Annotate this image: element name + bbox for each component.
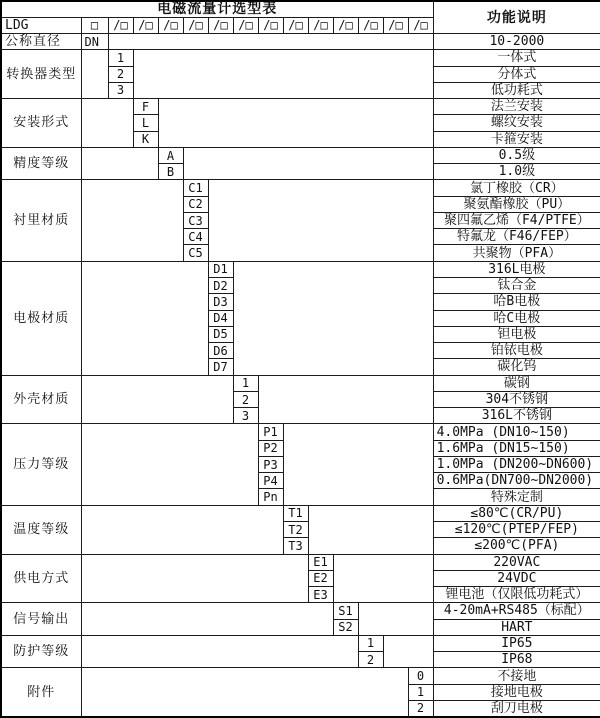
- empty-area: [81, 554, 308, 603]
- option-desc: 钽电极: [433, 326, 600, 342]
- model-code-box: /□: [258, 17, 283, 33]
- option-code: C1: [183, 180, 208, 196]
- option-code: DN: [81, 34, 108, 50]
- option-code: D3: [208, 294, 233, 310]
- option-code: 0: [408, 668, 433, 684]
- option-code: P3: [258, 456, 283, 472]
- option-desc: 1.0级: [433, 164, 600, 180]
- option-desc: 220VAC: [433, 554, 600, 570]
- option-desc: IP68: [433, 652, 600, 668]
- empty-area: [81, 505, 283, 554]
- option-code: 2: [233, 391, 258, 407]
- empty-area: [183, 147, 433, 180]
- option-code: C3: [183, 212, 208, 228]
- option-desc: 不接地: [433, 668, 600, 684]
- model-code-box: /□: [333, 17, 358, 33]
- option-code: K: [133, 131, 158, 147]
- option-code: 2: [358, 652, 383, 668]
- spec-row: [1, 505, 600, 521]
- option-desc: 刮刀电极: [433, 700, 600, 716]
- empty-area: [81, 180, 183, 261]
- empty-area: [81, 375, 233, 424]
- option-desc: 碳钢: [433, 375, 600, 391]
- empty-area: [283, 424, 433, 505]
- diameter-row: [1, 34, 600, 50]
- option-desc: ≤120℃(PTEP/FEP): [433, 522, 600, 538]
- spec-row: [1, 375, 600, 391]
- empty-area: [81, 261, 208, 375]
- empty-area: [81, 603, 333, 636]
- empty-area: [258, 375, 433, 424]
- empty-area: [233, 261, 433, 375]
- empty-area: [133, 50, 433, 99]
- option-code: 3: [108, 82, 133, 98]
- option-code: B: [158, 164, 183, 180]
- option-desc: 聚氨酯橡胶（PU）: [433, 196, 600, 212]
- section-label: 转换器类型: [1, 50, 81, 99]
- title-row: [1, 1, 600, 17]
- spec-row: [1, 668, 600, 684]
- empty-area: [158, 99, 433, 148]
- option-code: 1: [233, 375, 258, 391]
- section-label: 压力等级: [1, 424, 81, 505]
- option-desc: 0.5级: [433, 147, 600, 163]
- empty-area: [208, 180, 433, 261]
- option-desc: ≤200℃(PFA): [433, 538, 600, 554]
- option-code: T2: [283, 522, 308, 538]
- section-label: 附件: [1, 668, 81, 717]
- spec-row: [1, 99, 600, 115]
- option-code: P1: [258, 424, 283, 440]
- section-label: 供电方式: [1, 554, 81, 603]
- model-base-box: □: [81, 17, 108, 33]
- model-code-box: /□: [408, 17, 433, 33]
- option-code: D4: [208, 310, 233, 326]
- option-desc: 锂电池（仅限低功耗式）: [433, 587, 600, 603]
- section-label: 外壳材质: [1, 375, 81, 424]
- spec-row: [1, 603, 600, 619]
- section-label: 安装形式: [1, 99, 81, 148]
- option-code: E1: [308, 554, 333, 570]
- option-code: T3: [283, 538, 308, 554]
- empty-area: [333, 554, 433, 603]
- empty-area: [108, 34, 433, 50]
- option-desc: 1.0MPa (DN200~DN600): [433, 456, 600, 472]
- option-desc: 氯丁橡胶（CR）: [433, 180, 600, 196]
- model-code-box: /□: [283, 17, 308, 33]
- empty-area: [81, 99, 133, 148]
- option-code: A: [158, 147, 183, 163]
- empty-area: [358, 603, 433, 636]
- option-code: D2: [208, 278, 233, 294]
- option-desc: 低功耗式: [433, 82, 600, 98]
- option-code: C4: [183, 229, 208, 245]
- option-code: 1: [108, 50, 133, 66]
- option-code: D7: [208, 359, 233, 375]
- option-desc: 一体式: [433, 50, 600, 66]
- empty-area: [81, 668, 408, 717]
- option-code: C2: [183, 196, 208, 212]
- section-label: 防护等级: [1, 635, 81, 668]
- option-code: Pn: [258, 489, 283, 505]
- option-desc: 特氟龙（F46/FEP）: [433, 229, 600, 245]
- option-desc: 卡箍安装: [433, 131, 600, 147]
- option-desc: 304不锈钢: [433, 391, 600, 407]
- model-code-box: /□: [183, 17, 208, 33]
- model-prefix: LDG: [1, 17, 81, 33]
- option-code: 3: [233, 408, 258, 424]
- spec-row: [1, 147, 600, 163]
- model-code-box: /□: [133, 17, 158, 33]
- option-desc: 哈C电极: [433, 310, 600, 326]
- model-code-box: /□: [158, 17, 183, 33]
- option-desc: 钛合金: [433, 278, 600, 294]
- section-label: 精度等级: [1, 147, 81, 180]
- model-code-box: /□: [358, 17, 383, 33]
- option-code: F: [133, 99, 158, 115]
- model-code-box: /□: [108, 17, 133, 33]
- section-label: 信号输出: [1, 603, 81, 636]
- option-code: S2: [333, 619, 358, 635]
- section-label: 公称直径: [1, 34, 81, 50]
- function-description-header: 功能说明: [433, 1, 600, 34]
- empty-area: [81, 147, 158, 180]
- empty-area: [308, 505, 433, 554]
- option-code: C5: [183, 245, 208, 261]
- spec-row: [1, 554, 600, 570]
- option-code: L: [133, 115, 158, 131]
- empty-area: [81, 50, 108, 99]
- option-code: 1: [358, 635, 383, 651]
- option-desc: 铂铱电极: [433, 343, 600, 359]
- option-desc: 0.6MPa(DN700~DN2000): [433, 473, 600, 489]
- option-desc: 1.6MPa (DN15~150): [433, 440, 600, 456]
- model-code-box: /□: [208, 17, 233, 33]
- option-code: E3: [308, 587, 333, 603]
- option-code: D6: [208, 343, 233, 359]
- option-desc: 4-20mA+RS485（标配）: [433, 603, 600, 619]
- option-desc: 共聚物（PFA）: [433, 245, 600, 261]
- section-label: 温度等级: [1, 505, 81, 554]
- empty-area: [383, 635, 433, 668]
- option-code: 1: [408, 684, 433, 700]
- option-desc: 316L电极: [433, 261, 600, 277]
- option-desc: 碳化钨: [433, 359, 600, 375]
- spec-row: [1, 424, 600, 440]
- option-desc: IP65: [433, 635, 600, 651]
- option-desc: 24VDC: [433, 570, 600, 586]
- option-desc: HART: [433, 619, 600, 635]
- option-desc: 螺纹安装: [433, 115, 600, 131]
- empty-area: [81, 424, 258, 505]
- spec-row: [1, 180, 600, 196]
- option-desc: 10-2000: [433, 34, 600, 50]
- option-code: 2: [108, 66, 133, 82]
- option-code: D5: [208, 326, 233, 342]
- option-desc: 特殊定制: [433, 489, 600, 505]
- section-label: 衬里材质: [1, 180, 81, 261]
- spec-row: [1, 635, 600, 651]
- option-desc: 聚四氟乙烯（F4/PTFE）: [433, 212, 600, 228]
- section-label: 电极材质: [1, 261, 81, 375]
- empty-area: [81, 635, 358, 668]
- model-code-box: /□: [383, 17, 408, 33]
- option-code: T1: [283, 505, 308, 521]
- option-code: 2: [408, 700, 433, 716]
- option-desc: 哈B电极: [433, 294, 600, 310]
- model-code-box: /□: [233, 17, 258, 33]
- option-code: P4: [258, 473, 283, 489]
- option-desc: ≤80℃(CR/PU): [433, 505, 600, 521]
- option-code: E2: [308, 570, 333, 586]
- option-desc: 接地电极: [433, 684, 600, 700]
- option-desc: 法兰安装: [433, 99, 600, 115]
- spec-row: [1, 261, 600, 277]
- option-desc: 分体式: [433, 66, 600, 82]
- option-code: S1: [333, 603, 358, 619]
- table-title: 电磁流量计选型表: [1, 1, 433, 17]
- option-code: P2: [258, 440, 283, 456]
- option-desc: 316L不锈钢: [433, 408, 600, 424]
- spec-row: [1, 50, 600, 66]
- option-code: D1: [208, 261, 233, 277]
- model-code-box: /□: [308, 17, 333, 33]
- option-desc: 4.0MPa (DN10~150): [433, 424, 600, 440]
